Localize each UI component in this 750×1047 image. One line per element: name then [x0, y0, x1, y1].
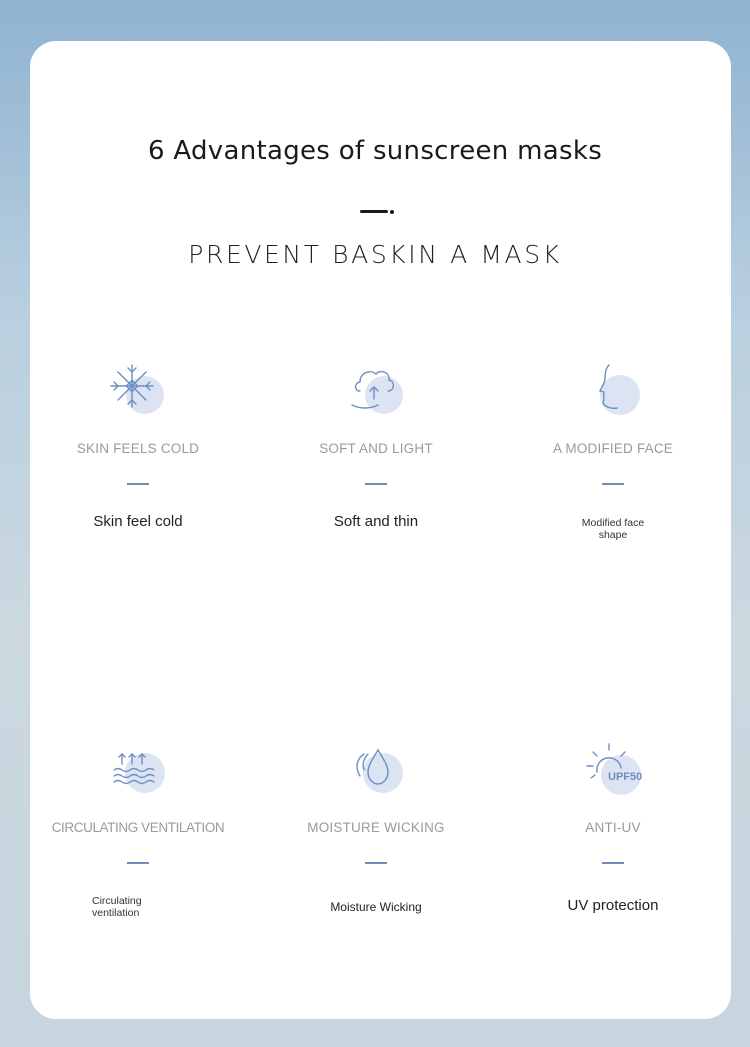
feature-desc: Skin feel cold [93, 513, 183, 530]
feature-dash [127, 483, 149, 485]
title-divider [360, 210, 394, 214]
feature-dash [365, 862, 387, 864]
airflow-waves-icon [108, 740, 172, 804]
feature-dash [127, 862, 149, 864]
feature-label: MOISTURE WICKING [307, 820, 445, 835]
feature-desc: UV protection [567, 897, 659, 914]
feature-desc-line: ventilation [92, 907, 140, 919]
svg-text:UPF50: UPF50 [608, 771, 643, 783]
feature-label: CIRCULATING VENTILATION [51, 820, 225, 835]
feature-dash [602, 483, 624, 485]
page-subtitle: PREVENT BASKIN A MASK [188, 240, 562, 269]
face-profile-icon [583, 361, 647, 425]
feature-desc [92, 895, 212, 919]
cloud-icon [346, 361, 410, 425]
divider-dot [390, 210, 394, 214]
feature-desc [503, 517, 723, 541]
water-drop-icon [346, 740, 410, 804]
feature-label: A MODIFIED FACE [552, 441, 674, 456]
feature-label: SKIN FEELS COLD [76, 441, 200, 456]
feature-dash [602, 862, 624, 864]
feature-desc: Soft and thin [333, 513, 419, 530]
feature-desc-line: shape [598, 529, 628, 541]
feature-desc: Moisture Wicking [330, 900, 422, 914]
feature-dash [365, 483, 387, 485]
sun-upf50-icon [583, 740, 647, 804]
feature-desc-line: Circulating [92, 895, 142, 907]
page-title: 6 Advantages of sunscreen masks [147, 136, 603, 166]
feature-label: ANTI-UV [585, 820, 641, 835]
divider-bar [360, 210, 388, 213]
feature-label: SOFT AND LIGHT [319, 441, 433, 456]
feature-desc-line: Modified face [581, 517, 645, 529]
snowflake-icon [108, 361, 172, 425]
